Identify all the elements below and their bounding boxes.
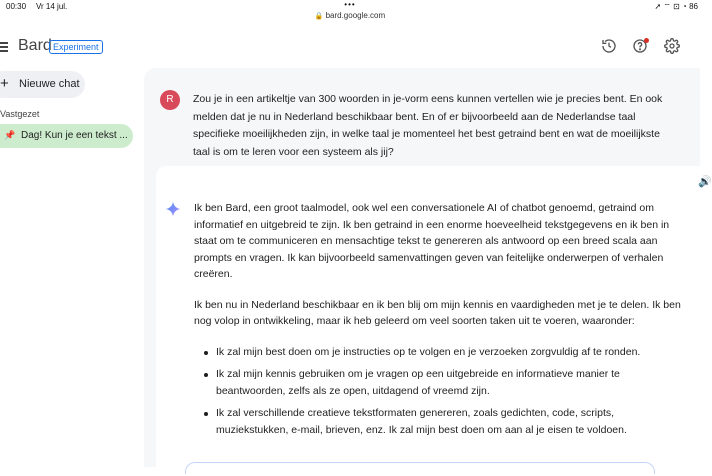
list-item: Ik zal verschillende creatieve tekstformaten genereren, zoals gedichten, code, scripts, muziekstukken, e-mail, brieven, enz. Ik zal mijn best doen om aan al je eisen te voldoen.	[202, 405, 684, 438]
new-chat-label: Nieuwe chat	[19, 78, 80, 90]
bard-response	[156, 166, 712, 476]
speaker-icon[interactable]: 🔊	[698, 176, 712, 188]
status-date: Vr 14 jul.	[36, 2, 68, 11]
settings-icon[interactable]	[663, 38, 681, 56]
multitasking-dots-icon[interactable]: •••	[344, 0, 356, 9]
brand-logo[interactable]: Bard	[18, 37, 52, 54]
chat-item-label: Dag! Kun je een tekst ...	[21, 130, 128, 141]
response-paragraph: Ik ben nu in Nederland beschikbaar en ik ben blij om mijn kennis en vaardigheden met je te delen. Ik ben nog volop in ontwikkeling, maar ik heb geleerd om veel soorten taken uit te voeren, waaronder:	[194, 298, 681, 327]
experiment-badge: Experiment	[49, 40, 103, 54]
response-list	[194, 344, 684, 439]
list-item: Ik zal mijn best doen om je instructies op te volgen en je verzoeken zorgvuldig af te ronden.	[202, 344, 684, 361]
url-text: bard.google.com	[325, 11, 386, 20]
conversation-area	[144, 68, 712, 467]
sidebar	[0, 68, 142, 467]
prompt-input-box[interactable]	[185, 462, 655, 474]
sidebar-chat-item[interactable]	[0, 124, 133, 148]
response-paragraph: Ik ben Bard, een groot taalmodel, ook wel een conversationele AI of chatbot genoemd, getraind om informatief en uitgebreid te zijn. Ik ben getraind in een enorme hoeveelheid tekstgegevens en ik ben in staat om te communiceren en mensachtige tekst te genereren als antwoord op een breed scala aan prompts en vragen. Ik kan bijvoorbeeld samenvattingen geven van feitelijke onderwerpen of verhalen creëren.	[194, 202, 670, 280]
plus-icon: +	[0, 75, 9, 92]
lock-icon: 🔒	[314, 13, 324, 20]
status-indicators: ➚ ⌔ ⊡ ◔ 86	[654, 2, 698, 11]
app-header	[0, 28, 700, 68]
pin-icon: 📌	[4, 130, 16, 140]
list-item: Ik zal mijn kennis gebruiken om je vragen op een uitgebreide en informatieve manier te beantwoorden, zelfs als ze open, uitdagend of vreemd zijn.	[202, 366, 684, 399]
status-time: 00:30	[6, 2, 27, 11]
help-icon[interactable]	[631, 38, 649, 56]
history-icon[interactable]	[600, 38, 618, 56]
user-prompt-text: Zou je in een artikeltje van 300 woorden in je-vorm eens kunnen vertellen wie je precies bent. En ook melden dat je nu in Nederland beschikbaar bent. En of er bijvoorbeeld aan de Nederlandse taal specifieke moeilijkheden zijn, in welke taal je momenteel het best getraind bent en wat de moeilijkste taal is om te leren voor een systeem als jij?	[193, 93, 663, 158]
response-text	[194, 200, 684, 444]
menu-icon[interactable]	[0, 42, 8, 52]
avatar[interactable]: R	[160, 90, 180, 110]
url-bar[interactable]	[0, 11, 700, 20]
new-chat-button[interactable]	[0, 71, 85, 98]
sparkle-icon	[164, 200, 182, 218]
notification-dot	[644, 38, 649, 43]
pinned-section-label: Vastgezet	[0, 109, 40, 119]
